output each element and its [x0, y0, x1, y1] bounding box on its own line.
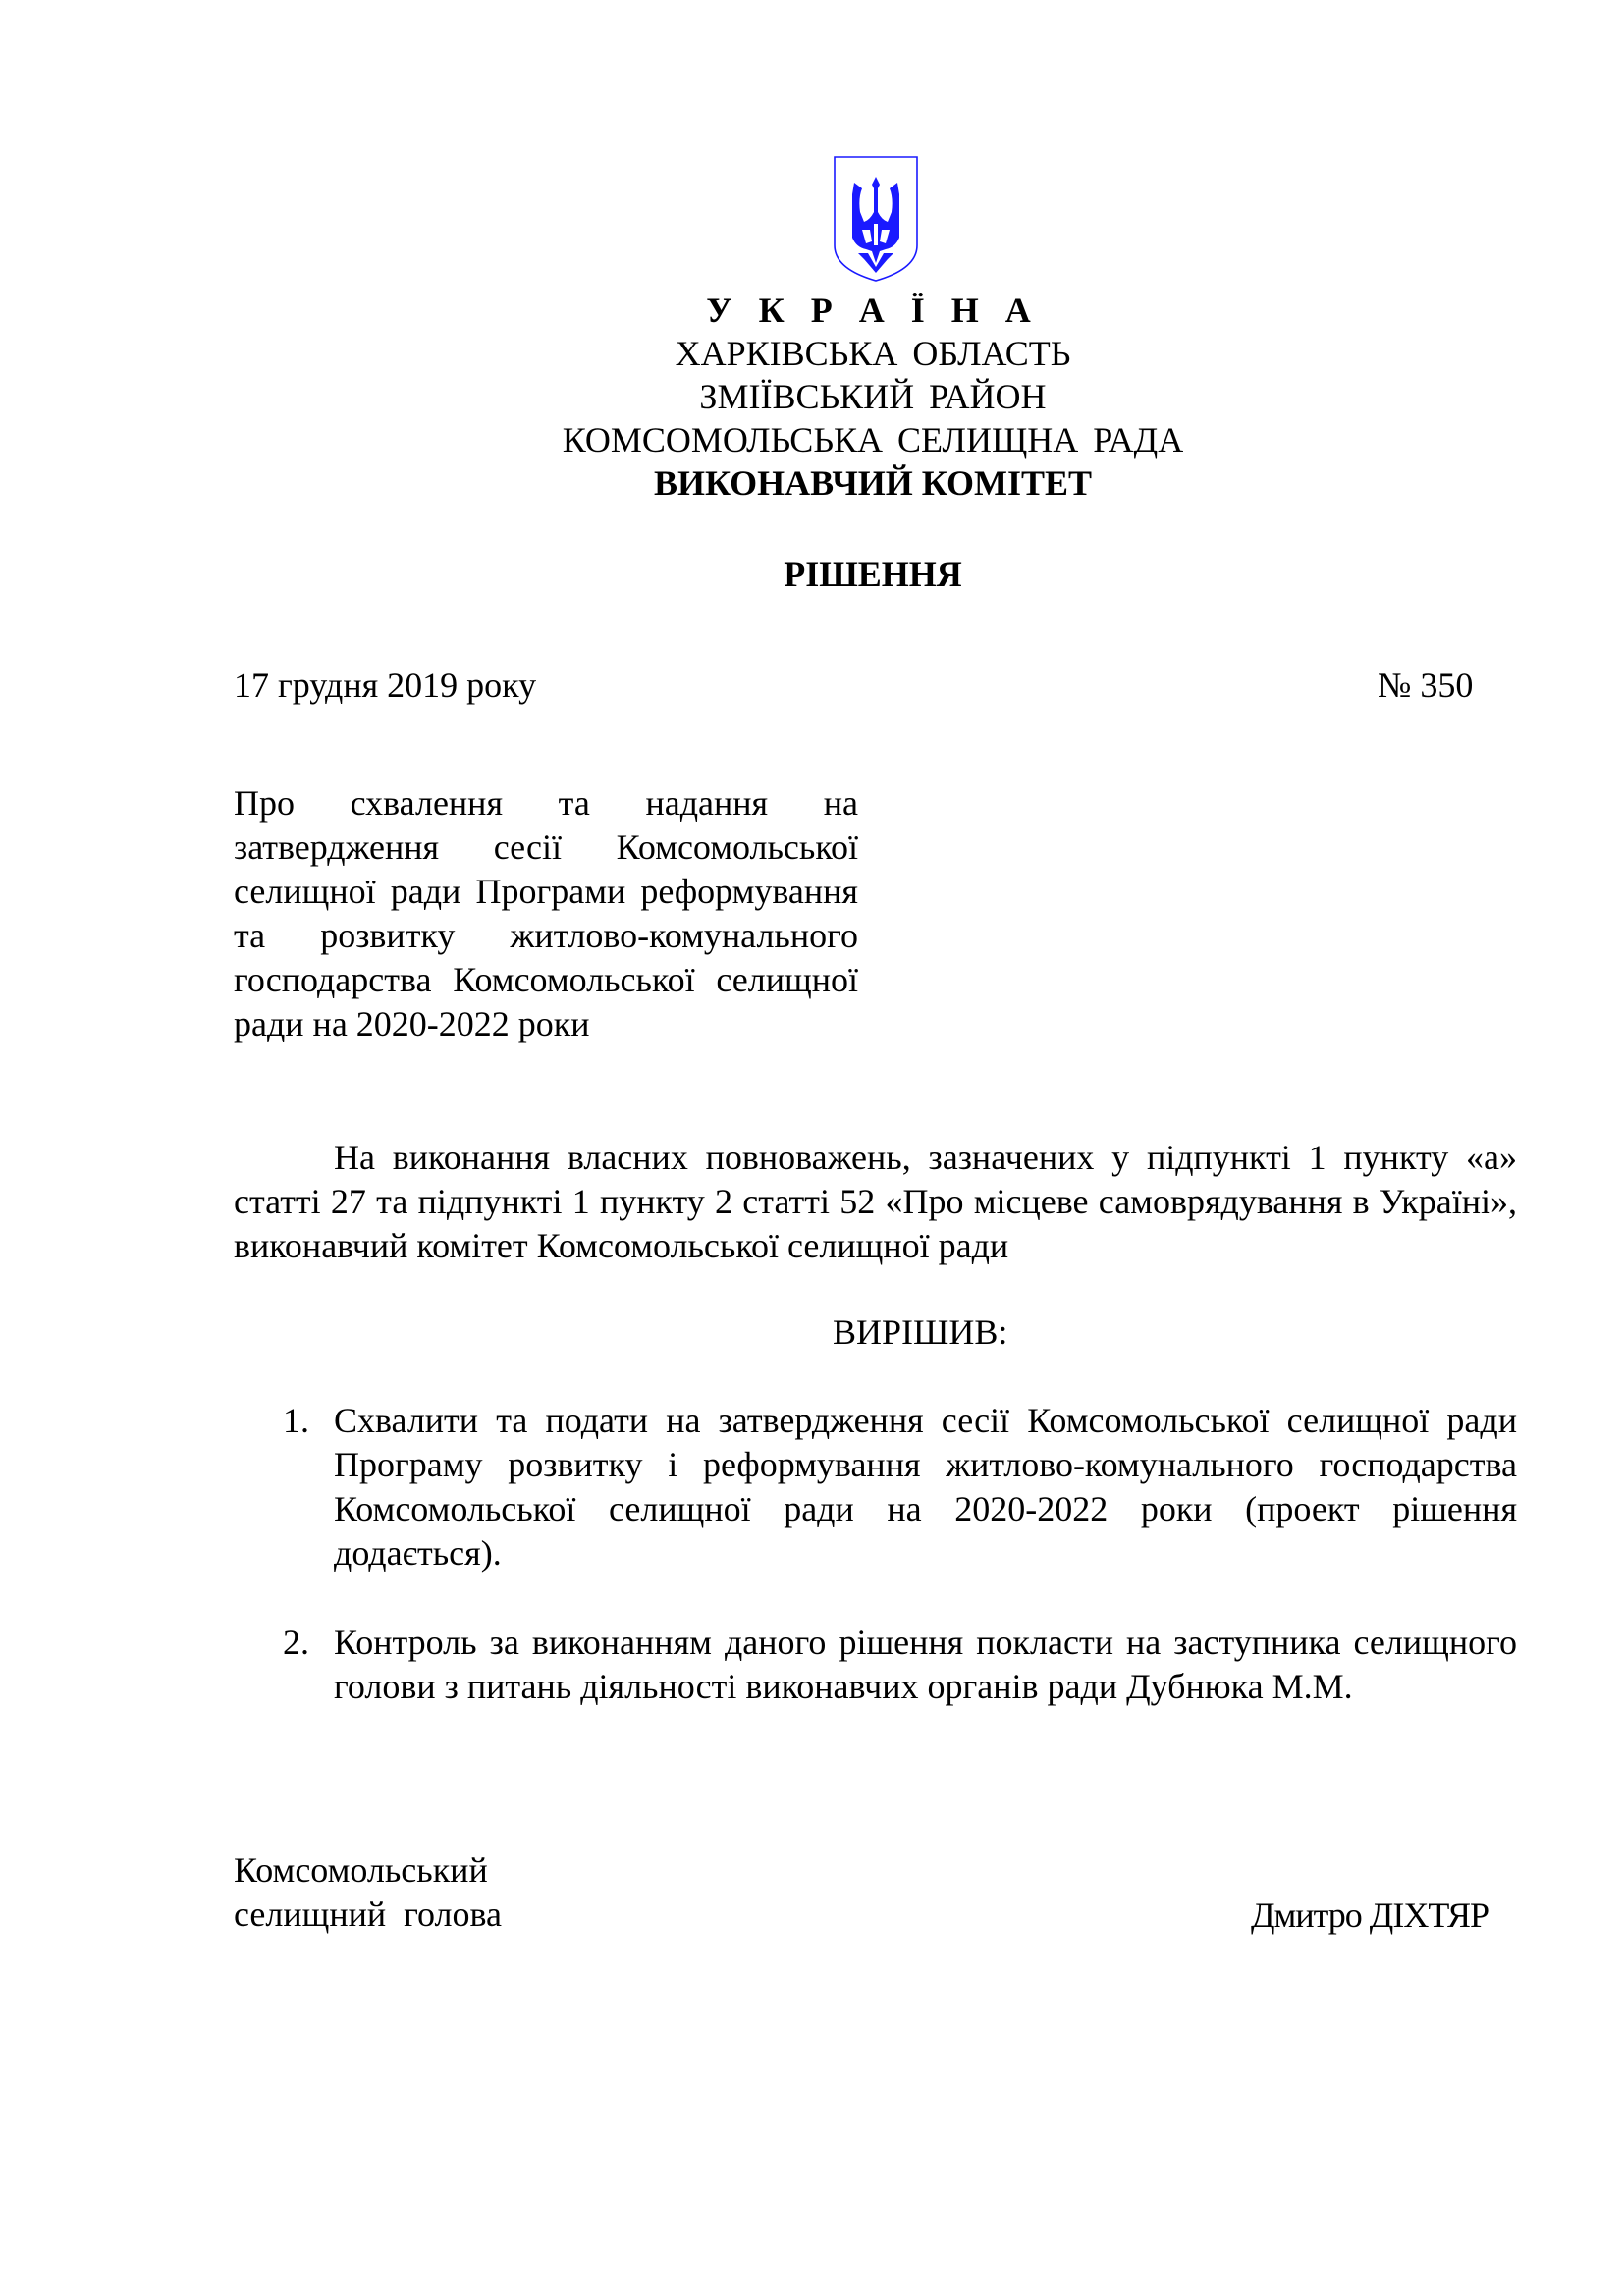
- raion-heading: ЗМІЇВСЬКИЙ РАЙОН: [699, 377, 1047, 416]
- decision-item-2: [234, 1621, 1517, 1709]
- signatory-name: Дмитро ДІХТЯР: [1251, 1896, 1489, 1935]
- preamble-paragraph: На виконання власних повноважень, зазначених у підпункті 1 пункту «а» статті 27 та підпункті 1 пункту 2 статті 52 «Про місцеве самоврядування в Україні», виконавчий комітет Комсомольської селищної ради: [234, 1138, 1517, 1265]
- item-number: 1.: [283, 1401, 309, 1440]
- signatory-position-line-1: Комсомольський: [234, 1850, 488, 1890]
- coat-of-arms-trident-icon: [833, 155, 919, 283]
- document-subject: Про схвалення та надання на затвердження сесії Комсомольської селищної ради Програми реформування та розвитку житлово-комунального господарства Комсомольської селищної ради на 2020-2022 роки: [234, 783, 858, 1043]
- decided-heading: ВИРІШИВ:: [833, 1312, 1008, 1352]
- document-date: 17 грудня 2019 року: [234, 666, 537, 705]
- document-number: № 350: [1378, 666, 1474, 705]
- item-text: Схвалити та подати на затвердження сесії Комсомольської селищної ради Програму розвитку і реформування житлово-комунального господарства Комсомольської селищної ради на 2020-2022 роки (проект рішення додається).: [334, 1401, 1517, 1573]
- oblast-heading: ХАРКІВСЬКА ОБЛАСТЬ: [675, 334, 1071, 373]
- decision-item-1: [234, 1399, 1517, 1575]
- signatory-position: [234, 1848, 725, 1937]
- council-heading: КОМСОМОЛЬСЬКА СЕЛИЩНА РАДА: [562, 420, 1184, 459]
- item-number: 2.: [283, 1623, 309, 1662]
- country-heading: У К Р А Ї Н А: [706, 291, 1040, 330]
- item-text: Контроль за виконанням даного рішення покласти на заступника селищного голови з питань діяльності виконавчих органів ради Дубнюка М.М.: [334, 1623, 1517, 1706]
- signatory-position-line-2: селищний голова: [234, 1895, 503, 1934]
- committee-heading: ВИКОНАВЧИЙ КОМІТЕТ: [653, 463, 1093, 503]
- document-type-title: РІШЕННЯ: [784, 555, 962, 594]
